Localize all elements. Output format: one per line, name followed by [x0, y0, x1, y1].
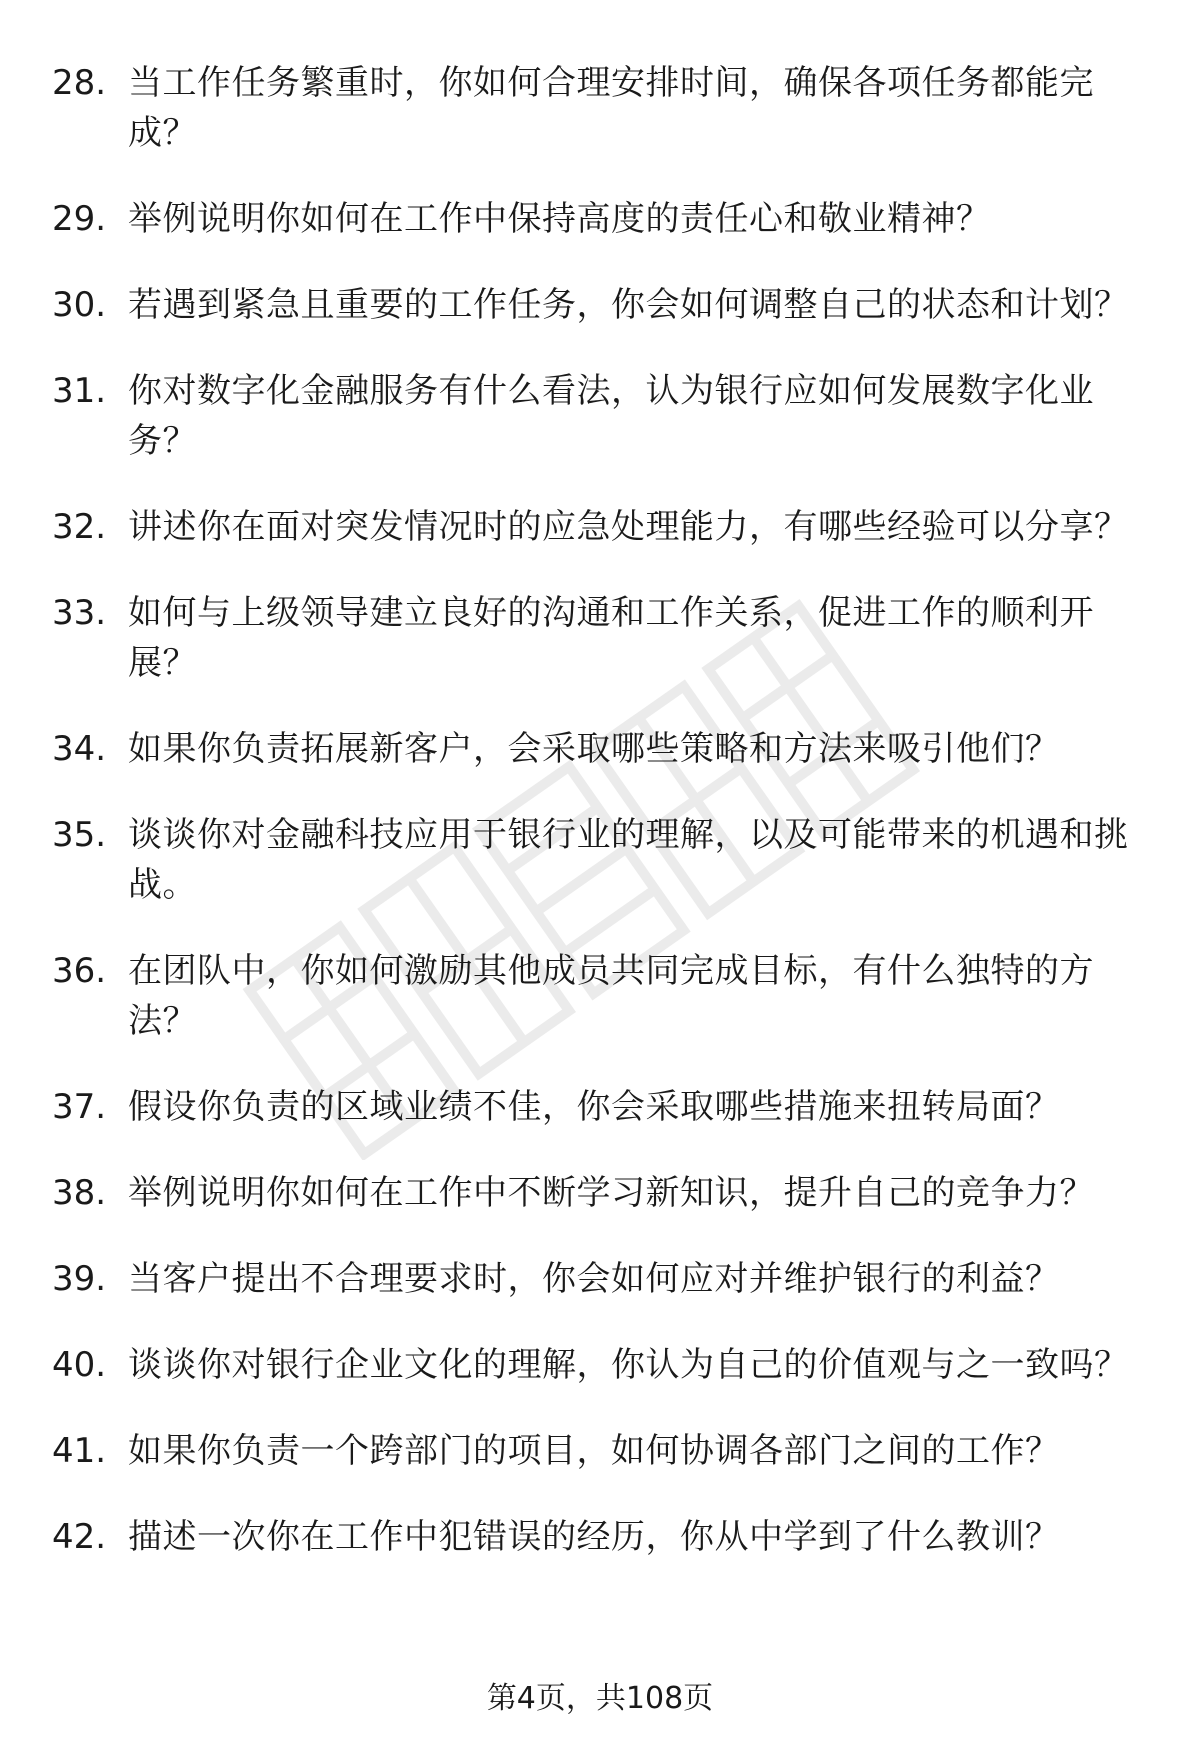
- question-text: 当工作任务繁重时，你如何合理安排时间，确保各项任务都能完成？: [128, 63, 1094, 153]
- question-item: [0, 946, 1200, 1046]
- question-number: 31.: [52, 371, 107, 411]
- question-item: [0, 280, 1200, 330]
- question-text: 举例说明你如何在工作中保持高度的责任心和敬业精神？: [128, 199, 991, 239]
- question-item: [0, 194, 1200, 244]
- question-text: 如果你负责一个跨部门的项目，如何协调各部门之间的工作？: [128, 1431, 1060, 1471]
- question-number: 41.: [52, 1431, 107, 1471]
- question-number: 33.: [52, 593, 107, 633]
- question-number: 40.: [52, 1345, 107, 1385]
- question-text: 如何与上级领导建立良好的沟通和工作关系，促进工作的顺利开展？: [128, 593, 1094, 683]
- question-item: [0, 58, 1200, 158]
- question-text: 谈谈你对银行企业文化的理解，你认为自己的价值观与之一致吗？: [128, 1345, 1129, 1385]
- question-number: 28.: [52, 63, 107, 103]
- question-number: 29.: [52, 199, 107, 239]
- question-item: [0, 588, 1200, 688]
- question-item: [0, 810, 1200, 910]
- question-text: 举例说明你如何在工作中不断学习新知识，提升自己的竞争力？: [128, 1173, 1094, 1213]
- question-item: [0, 1426, 1200, 1476]
- question-item: [0, 1082, 1200, 1132]
- question-number: 37.: [52, 1087, 107, 1127]
- question-text: 假设你负责的区域业绩不佳，你会采取哪些措施来扭转局面？: [128, 1087, 1060, 1127]
- question-number: 35.: [52, 815, 107, 855]
- question-item: [0, 366, 1200, 466]
- question-list: [0, 58, 1200, 1598]
- question-text: 讲述你在面对突发情况时的应急处理能力，有哪些经验可以分享？: [128, 507, 1129, 547]
- question-text: 如果你负责拓展新客户，会采取哪些策略和方法来吸引他们？: [128, 729, 1060, 769]
- question-text: 描述一次你在工作中犯错误的经历，你从中学到了什么教训？: [128, 1517, 1060, 1557]
- question-text: 在团队中，你如何激励其他成员共同完成目标，有什么独特的方法？: [128, 951, 1094, 1041]
- question-number: 36.: [52, 951, 107, 991]
- question-text: 你对数字化金融服务有什么看法，认为银行应如何发展数字化业务？: [128, 371, 1094, 461]
- question-item: [0, 1340, 1200, 1390]
- question-item: [0, 1168, 1200, 1218]
- page-number-footer: 第4页，共108页: [486, 1681, 714, 1716]
- question-text: 若遇到紧急且重要的工作任务，你会如何调整自己的状态和计划？: [128, 285, 1129, 325]
- question-number: 38.: [52, 1173, 107, 1213]
- question-text: 谈谈你对金融科技应用于银行业的理解，以及可能带来的机遇和挑战。: [128, 815, 1129, 905]
- question-number: 34.: [52, 729, 107, 769]
- question-number: 32.: [52, 507, 107, 547]
- question-number: 42.: [52, 1517, 107, 1557]
- question-item: [0, 1512, 1200, 1562]
- question-number: 30.: [52, 285, 107, 325]
- question-text: 当客户提出不合理要求时，你会如何应对并维护银行的利益？: [128, 1259, 1060, 1299]
- question-number: 39.: [52, 1259, 107, 1299]
- question-item: [0, 724, 1200, 774]
- question-item: [0, 1254, 1200, 1304]
- question-item: [0, 502, 1200, 552]
